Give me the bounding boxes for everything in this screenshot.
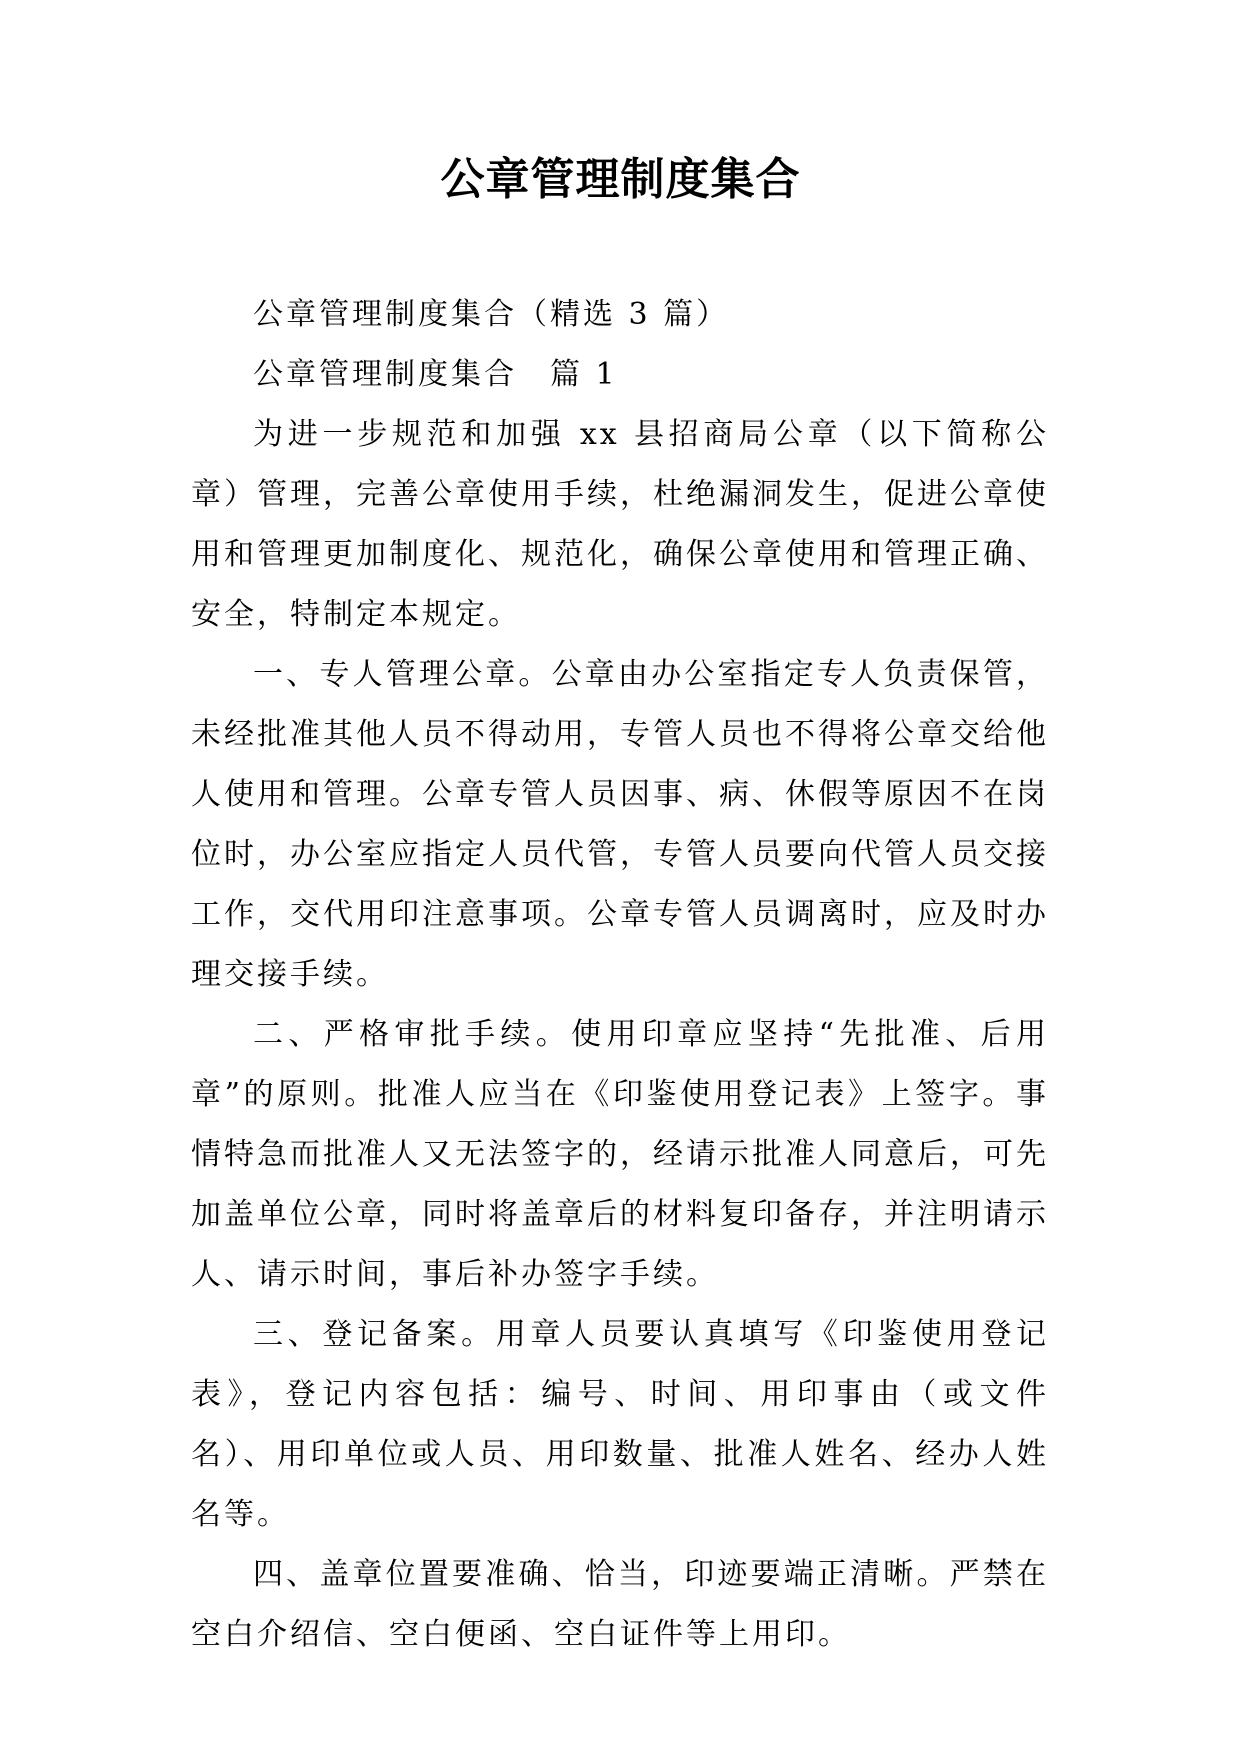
paragraph-clause-3: 三、登记备案。用章人员要认真填写《印鉴使用登记表》，登记内容包括：编号、时间、用印事由（或文件名）、用印单位或人员、用印数量、批准人姓名、经办人姓名等。 (191, 1317, 1049, 1532)
paragraph-clause-4: 四、盖章位置要准确、恰当，印迹要端正清晰。严禁在空白介绍信、空白便函、空白证件等上用印。 (191, 1557, 1049, 1652)
paragraph-clause-2: 二、严格审批手续。使用印章应坚持“先批准、后用章”的原则。批准人应当在《印鉴使用登记表》上签字。事情特急而批准人又无法签字的，经请示批准人同意后，可先加盖单位公章，同时将盖章后的材料复印备存，并注明请示人、请示时间，事后补办签字手续。 (191, 1017, 1049, 1292)
subtitle: 公章管理制度集合（精选 3 篇） (253, 297, 730, 332)
paragraph-clause-1: 一、专人管理公章。公章由办公室指定专人负责保管，未经批准其他人员不得动用，专管人员也不得将公章交给他人使用和管理。公章专管人员因事、病、休假等原因不在岗位时，办公室应指定人员代管，专管人员要向代管人员交接工作，交代用印注意事项。公章专管人员调离时，应及时办理交接手续。 (191, 657, 1049, 992)
paragraph-intro: 为进一步规范和加强 xx 县招商局公章（以下简称公章）管理，完善公章使用手续，杜绝漏洞发生，促进公章使用和管理更加制度化、规范化，确保公章使用和管理正确、安全，特制定本规定。 (191, 417, 1049, 632)
page-title: 公章管理制度集合 (440, 154, 801, 205)
section-heading: 公章管理制度集合 篇 1 (253, 357, 618, 392)
document-body (191, 285, 1049, 1665)
